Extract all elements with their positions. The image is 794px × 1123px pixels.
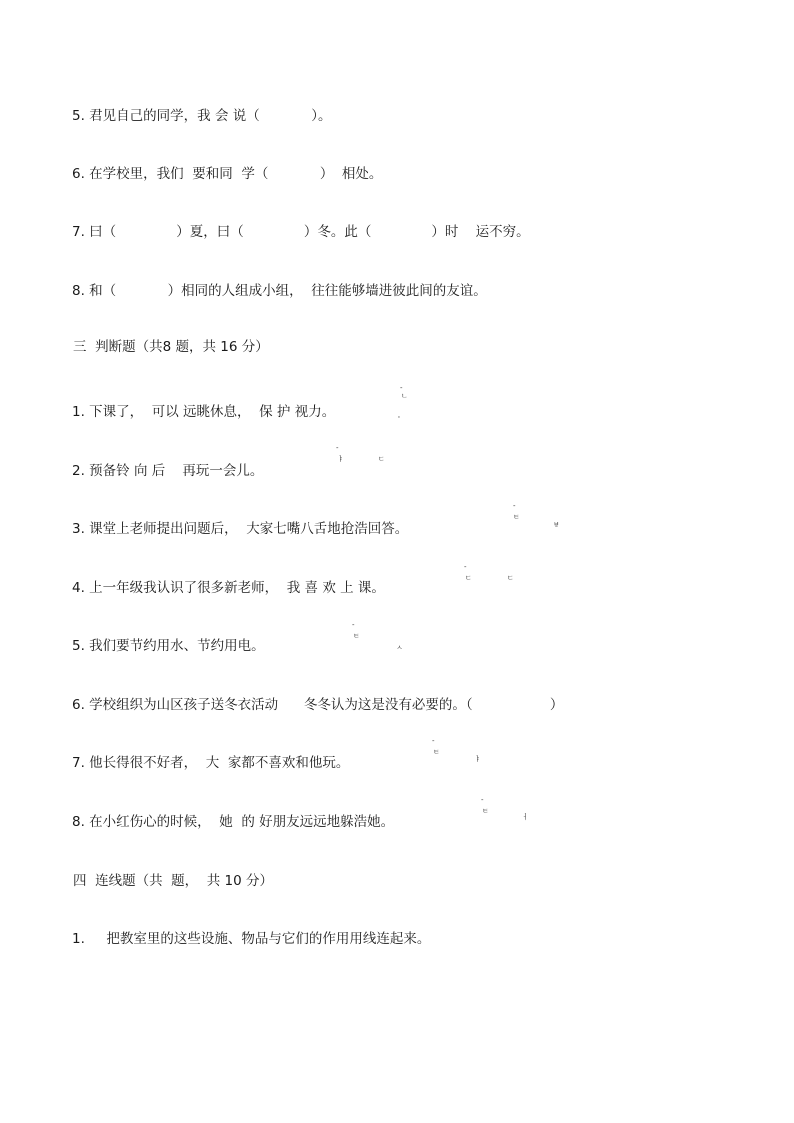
answer-mark: ㄷ	[507, 574, 514, 582]
answer-mark: ㅓ	[522, 813, 529, 821]
fill-in-question-5: 5. 君见自己的同学，我 会 说（ ）。	[72, 108, 332, 124]
fill-in-question-8: 8. 和（ ）相同的人组成小组， 往往能够墙进彼此间的友谊。	[72, 283, 487, 299]
fill-in-question-6: 6. 在学校里，我们 要和同 学（ ） 相处。	[72, 166, 383, 182]
answer-mark: ㅌ	[482, 807, 489, 815]
judgement-item-3: 3. 课堂上老师提出问题后， 大家七嘴八舌地抢浩回答。	[72, 521, 409, 537]
answer-mark: -	[513, 502, 516, 510]
answer-mark: ㄷ	[465, 574, 472, 582]
section-4-title: 四 连线题（共 题， 共 10 分）	[73, 873, 274, 889]
answer-mark: ㅌ	[433, 748, 440, 756]
judgement-item-1: 1. 下课了， 可以 远眺休息， 保 护 视力。	[72, 404, 336, 420]
answer-mark: ㅅ	[396, 644, 403, 652]
answer-mark: -	[400, 384, 403, 392]
answer-mark: '	[398, 415, 400, 423]
judgement-item-4: 4. 上一年级我认识了很多新老师， 我 喜 欢 上 课。	[72, 580, 385, 596]
judgement-item-2: 2. 预备铃 向 后 再玩一会儿。	[72, 463, 264, 479]
judgement-item-8: 8. 在小红伤心的时候， 她 的 好朋友远远地躲浩她。	[72, 814, 395, 830]
answer-mark: ㅌ	[353, 632, 360, 640]
answer-mark: ㅑ	[474, 755, 481, 763]
judgement-item-5: 5. 我们要节约用水、节约用电。	[72, 638, 265, 654]
answer-mark: -	[352, 621, 355, 629]
answer-mark: -	[432, 737, 435, 745]
judgement-item-6: 6. 学校组织为山区孩子送冬衣活动 冬冬认为这是没有必要的。（ ）	[72, 697, 564, 713]
fill-in-question-7: 7. 曰（ ）夏，曰（ ）冬。此（ ）时 运不穷。	[72, 224, 530, 240]
answer-mark: ㅑ	[337, 455, 344, 463]
answer-mark: ㄴ	[401, 392, 408, 400]
answer-mark: ㅌ	[513, 513, 520, 521]
matching-item-1: 1. 把教室里的这些设施、物品与它们的作用用线连起来。	[72, 931, 431, 947]
judgement-item-7: 7. 他长得很不好者， 大 家都不喜欢和他玩。	[72, 755, 350, 771]
answer-mark: -	[481, 796, 484, 804]
answer-mark: ㄷ	[378, 455, 385, 463]
answer-mark: -	[464, 563, 467, 571]
answer-mark: -	[336, 444, 339, 452]
answer-mark: ㅸ	[553, 521, 560, 529]
section-3-title: 三 判断题（共8 题，共 16 分）	[73, 339, 269, 355]
